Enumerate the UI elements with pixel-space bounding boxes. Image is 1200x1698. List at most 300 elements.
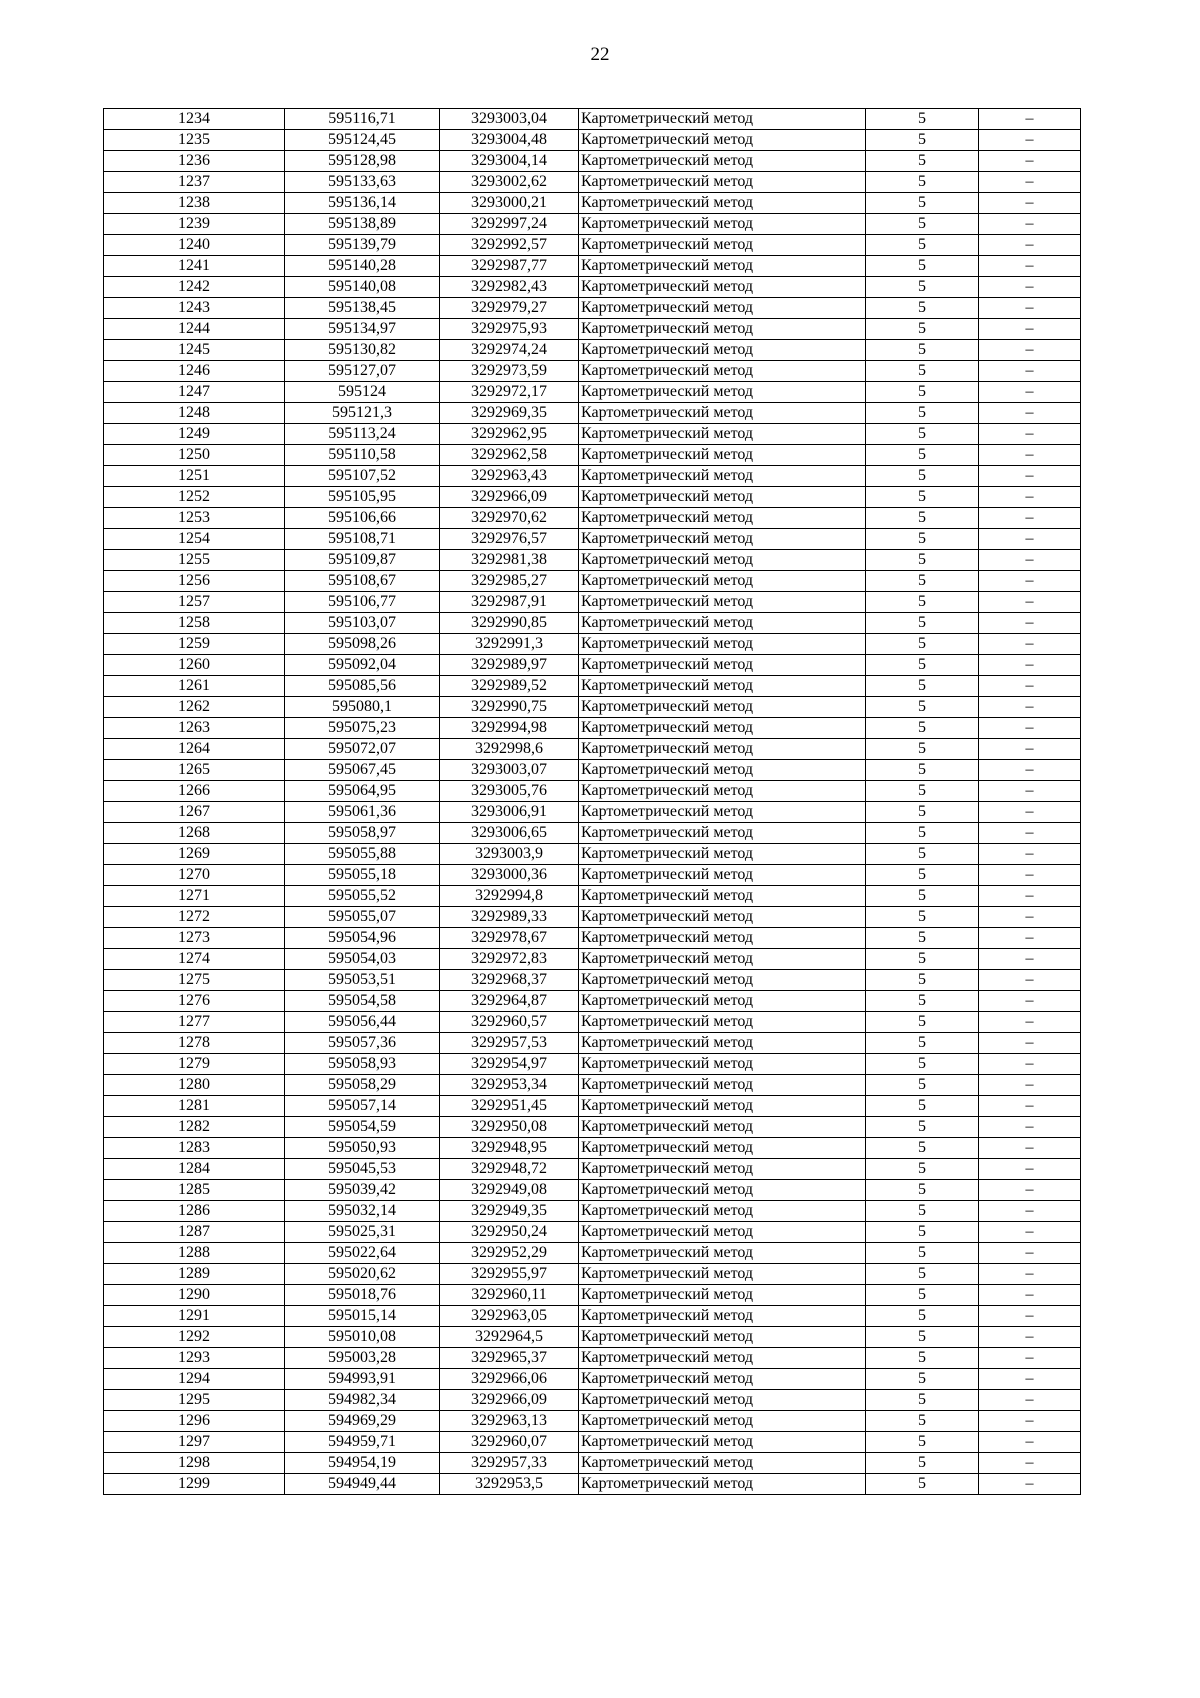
x-coordinate-cell: 595050,93 (285, 1138, 440, 1159)
accuracy-cell: 5 (866, 466, 979, 487)
point-number-cell: 1246 (104, 361, 285, 382)
table-row (104, 928, 1081, 949)
accuracy-cell: 5 (866, 1453, 979, 1474)
point-number-cell: 1239 (104, 214, 285, 235)
point-number-cell: 1296 (104, 1411, 285, 1432)
method-cell: Картометрический метод (579, 130, 866, 151)
y-coordinate-cell: 3292991,3 (440, 634, 579, 655)
y-coordinate-cell: 3292966,09 (440, 487, 579, 508)
point-number-cell: 1279 (104, 1054, 285, 1075)
y-coordinate-cell: 3292982,43 (440, 277, 579, 298)
y-coordinate-cell: 3292966,06 (440, 1369, 579, 1390)
table-row (104, 697, 1081, 718)
x-coordinate-cell: 595124,45 (285, 130, 440, 151)
y-coordinate-cell: 3292966,09 (440, 1390, 579, 1411)
point-number-cell: 1298 (104, 1453, 285, 1474)
note-cell: – (979, 277, 1081, 298)
table-row (104, 802, 1081, 823)
method-cell: Картометрический метод (579, 844, 866, 865)
note-cell: – (979, 760, 1081, 781)
note-cell: – (979, 970, 1081, 991)
note-cell: – (979, 613, 1081, 634)
accuracy-cell: 5 (866, 802, 979, 823)
note-cell: – (979, 1453, 1081, 1474)
accuracy-cell: 5 (866, 1033, 979, 1054)
y-coordinate-cell: 3292964,87 (440, 991, 579, 1012)
accuracy-cell: 5 (866, 109, 979, 130)
method-cell: Картометрический метод (579, 382, 866, 403)
table-row (104, 319, 1081, 340)
x-coordinate-cell: 595067,45 (285, 760, 440, 781)
point-number-cell: 1245 (104, 340, 285, 361)
accuracy-cell: 5 (866, 550, 979, 571)
accuracy-cell: 5 (866, 256, 979, 277)
point-number-cell: 1270 (104, 865, 285, 886)
note-cell: – (979, 634, 1081, 655)
y-coordinate-cell: 3292973,59 (440, 361, 579, 382)
method-cell: Картометрический метод (579, 739, 866, 760)
point-number-cell: 1265 (104, 760, 285, 781)
y-coordinate-cell: 3292998,6 (440, 739, 579, 760)
accuracy-cell: 5 (866, 760, 979, 781)
accuracy-cell: 5 (866, 697, 979, 718)
accuracy-cell: 5 (866, 1243, 979, 1264)
accuracy-cell: 5 (866, 1012, 979, 1033)
y-coordinate-cell: 3292962,58 (440, 445, 579, 466)
y-coordinate-cell: 3293005,76 (440, 781, 579, 802)
x-coordinate-cell: 595121,3 (285, 403, 440, 424)
method-cell: Картометрический метод (579, 928, 866, 949)
table-row (104, 193, 1081, 214)
y-coordinate-cell: 3293003,9 (440, 844, 579, 865)
table-row (104, 403, 1081, 424)
accuracy-cell: 5 (866, 1180, 979, 1201)
method-cell: Картометрический метод (579, 1138, 866, 1159)
accuracy-cell: 5 (866, 1285, 979, 1306)
method-cell: Картометрический метод (579, 1390, 866, 1411)
x-coordinate-cell: 595058,29 (285, 1075, 440, 1096)
page-number: 22 (590, 44, 610, 65)
note-cell: – (979, 991, 1081, 1012)
point-number-cell: 1250 (104, 445, 285, 466)
method-cell: Картометрический метод (579, 823, 866, 844)
y-coordinate-cell: 3292976,57 (440, 529, 579, 550)
point-number-cell: 1240 (104, 235, 285, 256)
method-cell: Картометрический метод (579, 1369, 866, 1390)
point-number-cell: 1281 (104, 1096, 285, 1117)
x-coordinate-cell: 595022,64 (285, 1243, 440, 1264)
note-cell: – (979, 466, 1081, 487)
x-coordinate-cell: 595058,97 (285, 823, 440, 844)
point-number-cell: 1255 (104, 550, 285, 571)
note-cell: – (979, 550, 1081, 571)
note-cell: – (979, 1474, 1081, 1495)
table-row (104, 1348, 1081, 1369)
y-coordinate-cell: 3292972,17 (440, 382, 579, 403)
accuracy-cell: 5 (866, 361, 979, 382)
y-coordinate-cell: 3292987,91 (440, 592, 579, 613)
x-coordinate-cell: 595107,52 (285, 466, 440, 487)
accuracy-cell: 5 (866, 781, 979, 802)
point-number-cell: 1273 (104, 928, 285, 949)
x-coordinate-cell: 595127,07 (285, 361, 440, 382)
y-coordinate-cell: 3292970,62 (440, 508, 579, 529)
accuracy-cell: 5 (866, 1306, 979, 1327)
table-row (104, 235, 1081, 256)
note-cell: – (979, 802, 1081, 823)
y-coordinate-cell: 3292948,72 (440, 1159, 579, 1180)
y-coordinate-cell: 3292978,67 (440, 928, 579, 949)
table-row (104, 1243, 1081, 1264)
x-coordinate-cell: 595116,71 (285, 109, 440, 130)
method-cell: Картометрический метод (579, 1222, 866, 1243)
point-number-cell: 1260 (104, 655, 285, 676)
method-cell: Картометрический метод (579, 1306, 866, 1327)
method-cell: Картометрический метод (579, 1180, 866, 1201)
note-cell: – (979, 403, 1081, 424)
x-coordinate-cell: 595106,66 (285, 508, 440, 529)
note-cell: – (979, 1369, 1081, 1390)
accuracy-cell: 5 (866, 235, 979, 256)
table-row (104, 655, 1081, 676)
table-row (104, 361, 1081, 382)
note-cell: – (979, 865, 1081, 886)
table-row (104, 1411, 1081, 1432)
table-row (104, 844, 1081, 865)
point-number-cell: 1280 (104, 1075, 285, 1096)
accuracy-cell: 5 (866, 130, 979, 151)
note-cell: – (979, 172, 1081, 193)
accuracy-cell: 5 (866, 508, 979, 529)
table-row (104, 1096, 1081, 1117)
y-coordinate-cell: 3292949,08 (440, 1180, 579, 1201)
method-cell: Картометрический метод (579, 529, 866, 550)
method-cell: Картометрический метод (579, 907, 866, 928)
table-row (104, 1201, 1081, 1222)
point-number-cell: 1249 (104, 424, 285, 445)
x-coordinate-cell: 595085,56 (285, 676, 440, 697)
x-coordinate-cell: 595057,36 (285, 1033, 440, 1054)
accuracy-cell: 5 (866, 865, 979, 886)
table-row (104, 613, 1081, 634)
point-number-cell: 1259 (104, 634, 285, 655)
point-number-cell: 1283 (104, 1138, 285, 1159)
y-coordinate-cell: 3292965,37 (440, 1348, 579, 1369)
x-coordinate-cell: 595054,03 (285, 949, 440, 970)
x-coordinate-cell: 595108,71 (285, 529, 440, 550)
table-row (104, 382, 1081, 403)
x-coordinate-cell: 595105,95 (285, 487, 440, 508)
y-coordinate-cell: 3292994,98 (440, 718, 579, 739)
x-coordinate-cell: 595020,62 (285, 1264, 440, 1285)
x-coordinate-cell: 595113,24 (285, 424, 440, 445)
accuracy-cell: 5 (866, 1138, 979, 1159)
x-coordinate-cell: 595058,93 (285, 1054, 440, 1075)
point-number-cell: 1253 (104, 508, 285, 529)
table-row (104, 151, 1081, 172)
note-cell: – (979, 130, 1081, 151)
y-coordinate-cell: 3292960,11 (440, 1285, 579, 1306)
point-number-cell: 1286 (104, 1201, 285, 1222)
accuracy-cell: 5 (866, 1411, 979, 1432)
method-cell: Картометрический метод (579, 760, 866, 781)
method-cell: Картометрический метод (579, 424, 866, 445)
method-cell: Картометрический метод (579, 949, 866, 970)
y-coordinate-cell: 3292949,35 (440, 1201, 579, 1222)
table-row (104, 256, 1081, 277)
method-cell: Картометрический метод (579, 550, 866, 571)
accuracy-cell: 5 (866, 928, 979, 949)
point-number-cell: 1290 (104, 1285, 285, 1306)
point-number-cell: 1291 (104, 1306, 285, 1327)
method-cell: Картометрический метод (579, 1159, 866, 1180)
x-coordinate-cell: 595018,76 (285, 1285, 440, 1306)
x-coordinate-cell: 595056,44 (285, 1012, 440, 1033)
x-coordinate-cell: 595109,87 (285, 550, 440, 571)
note-cell: – (979, 1390, 1081, 1411)
note-cell: – (979, 487, 1081, 508)
y-coordinate-cell: 3292989,33 (440, 907, 579, 928)
note-cell: – (979, 739, 1081, 760)
accuracy-cell: 5 (866, 529, 979, 550)
y-coordinate-cell: 3292969,35 (440, 403, 579, 424)
y-coordinate-cell: 3292979,27 (440, 298, 579, 319)
method-cell: Картометрический метод (579, 1243, 866, 1264)
note-cell: – (979, 781, 1081, 802)
table-row (104, 1033, 1081, 1054)
y-coordinate-cell: 3293000,21 (440, 193, 579, 214)
point-number-cell: 1234 (104, 109, 285, 130)
note-cell: – (979, 655, 1081, 676)
table-row (104, 1285, 1081, 1306)
table-row (104, 592, 1081, 613)
x-coordinate-cell: 595055,18 (285, 865, 440, 886)
accuracy-cell: 5 (866, 886, 979, 907)
point-number-cell: 1285 (104, 1180, 285, 1201)
accuracy-cell: 5 (866, 1474, 979, 1495)
method-cell: Картометрический метод (579, 1075, 866, 1096)
y-coordinate-cell: 3292962,95 (440, 424, 579, 445)
x-coordinate-cell: 595064,95 (285, 781, 440, 802)
method-cell: Картометрический метод (579, 340, 866, 361)
method-cell: Картометрический метод (579, 172, 866, 193)
table-row (104, 550, 1081, 571)
method-cell: Картометрический метод (579, 277, 866, 298)
note-cell: – (979, 1285, 1081, 1306)
table-row (104, 109, 1081, 130)
table-row (104, 1327, 1081, 1348)
y-coordinate-cell: 3292963,13 (440, 1411, 579, 1432)
accuracy-cell: 5 (866, 1264, 979, 1285)
accuracy-cell: 5 (866, 1348, 979, 1369)
point-number-cell: 1248 (104, 403, 285, 424)
x-coordinate-cell: 595015,14 (285, 1306, 440, 1327)
note-cell: – (979, 886, 1081, 907)
accuracy-cell: 5 (866, 823, 979, 844)
point-number-cell: 1263 (104, 718, 285, 739)
table-row (104, 445, 1081, 466)
table-row (104, 1012, 1081, 1033)
method-cell: Картометрический метод (579, 1033, 866, 1054)
table-row (104, 781, 1081, 802)
y-coordinate-cell: 3292964,5 (440, 1327, 579, 1348)
x-coordinate-cell: 595025,31 (285, 1222, 440, 1243)
y-coordinate-cell: 3293006,65 (440, 823, 579, 844)
x-coordinate-cell: 594969,29 (285, 1411, 440, 1432)
table-row (104, 1180, 1081, 1201)
y-coordinate-cell: 3292948,95 (440, 1138, 579, 1159)
note-cell: – (979, 1222, 1081, 1243)
y-coordinate-cell: 3292992,57 (440, 235, 579, 256)
accuracy-cell: 5 (866, 172, 979, 193)
table-row (104, 1138, 1081, 1159)
table-row (104, 1474, 1081, 1495)
y-coordinate-cell: 3292994,8 (440, 886, 579, 907)
note-cell: – (979, 1012, 1081, 1033)
table-row (104, 970, 1081, 991)
method-cell: Картометрический метод (579, 298, 866, 319)
note-cell: – (979, 676, 1081, 697)
method-cell: Картометрический метод (579, 571, 866, 592)
y-coordinate-cell: 3292950,24 (440, 1222, 579, 1243)
method-cell: Картометрический метод (579, 592, 866, 613)
method-cell: Картометрический метод (579, 1096, 866, 1117)
note-cell: – (979, 1264, 1081, 1285)
accuracy-cell: 5 (866, 424, 979, 445)
method-cell: Картометрический метод (579, 991, 866, 1012)
method-cell: Картометрический метод (579, 1474, 866, 1495)
y-coordinate-cell: 3292981,38 (440, 550, 579, 571)
accuracy-cell: 5 (866, 1432, 979, 1453)
x-coordinate-cell: 595140,28 (285, 256, 440, 277)
table-row (104, 298, 1081, 319)
point-number-cell: 1282 (104, 1117, 285, 1138)
y-coordinate-cell: 3293003,04 (440, 109, 579, 130)
x-coordinate-cell: 595054,58 (285, 991, 440, 1012)
x-coordinate-cell: 595053,51 (285, 970, 440, 991)
note-cell: – (979, 193, 1081, 214)
y-coordinate-cell: 3292950,08 (440, 1117, 579, 1138)
table-row (104, 1054, 1081, 1075)
y-coordinate-cell: 3293002,62 (440, 172, 579, 193)
x-coordinate-cell: 594993,91 (285, 1369, 440, 1390)
x-coordinate-cell: 595055,88 (285, 844, 440, 865)
table-row (104, 823, 1081, 844)
accuracy-cell: 5 (866, 445, 979, 466)
table-row (104, 886, 1081, 907)
note-cell: – (979, 1138, 1081, 1159)
x-coordinate-cell: 595080,1 (285, 697, 440, 718)
table-row (104, 1222, 1081, 1243)
point-number-cell: 1235 (104, 130, 285, 151)
note-cell: – (979, 235, 1081, 256)
point-number-cell: 1275 (104, 970, 285, 991)
table-row (104, 991, 1081, 1012)
accuracy-cell: 5 (866, 382, 979, 403)
point-number-cell: 1238 (104, 193, 285, 214)
method-cell: Картометрический метод (579, 1201, 866, 1222)
y-coordinate-cell: 3292963,43 (440, 466, 579, 487)
accuracy-cell: 5 (866, 1201, 979, 1222)
table-row (104, 277, 1081, 298)
method-cell: Картометрический метод (579, 1411, 866, 1432)
y-coordinate-cell: 3292985,27 (440, 571, 579, 592)
x-coordinate-cell: 595032,14 (285, 1201, 440, 1222)
method-cell: Картометрический метод (579, 1012, 866, 1033)
x-coordinate-cell: 594954,19 (285, 1453, 440, 1474)
y-coordinate-cell: 3292957,53 (440, 1033, 579, 1054)
x-coordinate-cell: 595124 (285, 382, 440, 403)
note-cell: – (979, 340, 1081, 361)
x-coordinate-cell: 595010,08 (285, 1327, 440, 1348)
table-row (104, 487, 1081, 508)
table-row (104, 1369, 1081, 1390)
x-coordinate-cell: 595133,63 (285, 172, 440, 193)
note-cell: – (979, 697, 1081, 718)
note-cell: – (979, 319, 1081, 340)
y-coordinate-cell: 3292972,83 (440, 949, 579, 970)
x-coordinate-cell: 595039,42 (285, 1180, 440, 1201)
x-coordinate-cell: 595136,14 (285, 193, 440, 214)
accuracy-cell: 5 (866, 151, 979, 172)
method-cell: Картометрический метод (579, 613, 866, 634)
method-cell: Картометрический метод (579, 1327, 866, 1348)
table-row (104, 865, 1081, 886)
method-cell: Картометрический метод (579, 466, 866, 487)
note-cell: – (979, 592, 1081, 613)
y-coordinate-cell: 3292989,97 (440, 655, 579, 676)
accuracy-cell: 5 (866, 571, 979, 592)
y-coordinate-cell: 3292951,45 (440, 1096, 579, 1117)
point-number-cell: 1258 (104, 613, 285, 634)
y-coordinate-cell: 3292952,29 (440, 1243, 579, 1264)
note-cell: – (979, 1054, 1081, 1075)
point-number-cell: 1251 (104, 466, 285, 487)
method-cell: Картометрический метод (579, 214, 866, 235)
point-number-cell: 1257 (104, 592, 285, 613)
point-number-cell: 1269 (104, 844, 285, 865)
method-cell: Картометрический метод (579, 1117, 866, 1138)
y-coordinate-cell: 3293000,36 (440, 865, 579, 886)
method-cell: Картометрический метод (579, 634, 866, 655)
table-row (104, 508, 1081, 529)
method-cell: Картометрический метод (579, 697, 866, 718)
x-coordinate-cell: 595055,52 (285, 886, 440, 907)
x-coordinate-cell: 595103,07 (285, 613, 440, 634)
x-coordinate-cell: 595098,26 (285, 634, 440, 655)
method-cell: Картометрический метод (579, 655, 866, 676)
point-number-cell: 1294 (104, 1369, 285, 1390)
point-number-cell: 1256 (104, 571, 285, 592)
table-row (104, 1306, 1081, 1327)
note-cell: – (979, 823, 1081, 844)
method-cell: Картометрический метод (579, 151, 866, 172)
accuracy-cell: 5 (866, 676, 979, 697)
table-row (104, 571, 1081, 592)
table-row (104, 424, 1081, 445)
note-cell: – (979, 1096, 1081, 1117)
accuracy-cell: 5 (866, 592, 979, 613)
x-coordinate-cell: 595134,97 (285, 319, 440, 340)
accuracy-cell: 5 (866, 613, 979, 634)
note-cell: – (979, 928, 1081, 949)
table-row (104, 907, 1081, 928)
table-row (104, 466, 1081, 487)
note-cell: – (979, 1306, 1081, 1327)
point-number-cell: 1243 (104, 298, 285, 319)
table-row (104, 634, 1081, 655)
point-number-cell: 1266 (104, 781, 285, 802)
